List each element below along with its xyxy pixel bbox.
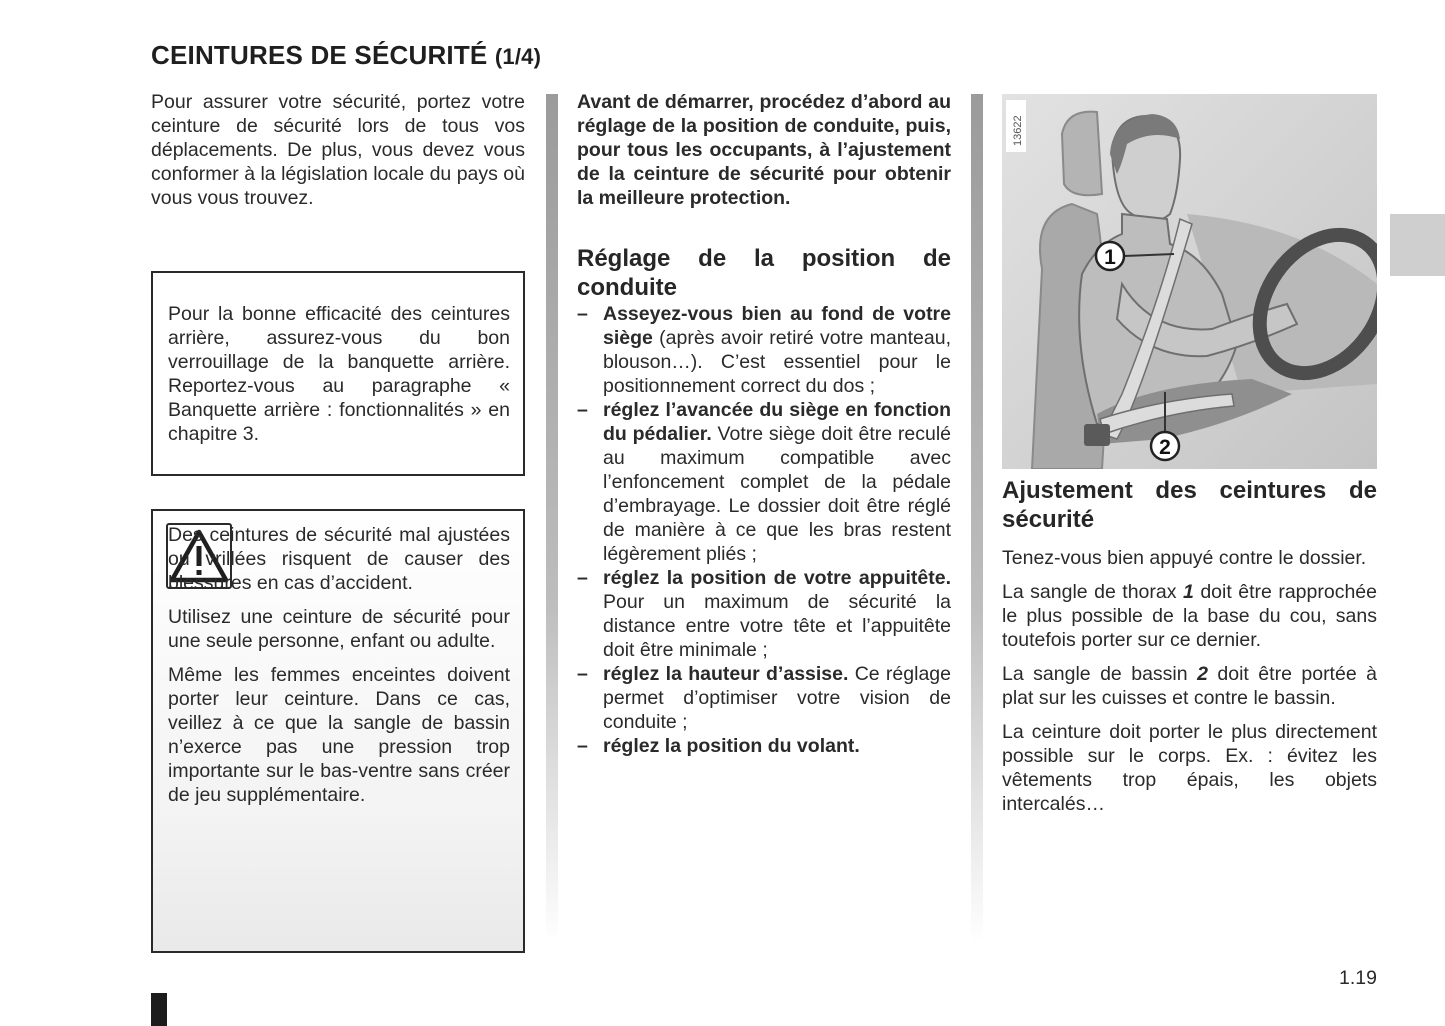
paragraph-1: Tenez-vous bien appuyé contre le dossier. — [1002, 547, 1367, 569]
column-divider-right — [971, 94, 983, 944]
warning-text-1: Des ceintures de sécurité mal ajustées ou vrillées risquent de causer des blessures en cas d’accident. — [168, 524, 510, 594]
seatbelt-illustration — [1002, 94, 1377, 469]
bottom-mark — [151, 993, 167, 1026]
page-number: 1.19 — [1339, 967, 1377, 989]
callout-1: 1 — [1104, 246, 1116, 269]
warning-text-3: Même les femmes enceintes doivent porter leur ceinture. Dans ce cas, veillez à ce que la sangle de bassin n’exerce pas une pression trop importante sur le bas-ventre sans créer de jeu supplémentaire. — [168, 664, 510, 806]
list-item: – réglez la position du volant. — [577, 734, 951, 758]
callout-2: 2 — [1159, 436, 1171, 459]
adjustment-list — [577, 302, 951, 758]
middle-column — [577, 90, 951, 758]
image-number: 13622 — [1012, 115, 1024, 146]
paragraph-2: La sangle de thorax 1 doit être rapprochée le plus possible de la base du cou, sans toutefois porter sur ce dernier. — [1002, 581, 1377, 651]
paragraph-3: La sangle de bassin 2 doit être portée à plat sur les cuisses et contre le bassin. — [1002, 663, 1377, 709]
column-divider-left — [546, 94, 558, 944]
title-sub: (1/4) — [494, 44, 542, 69]
note-box — [151, 271, 525, 476]
list-item: – réglez la position de votre appuitête. Pour un maximum de sécurité la distance entre votre tête et l’appuitête doit être minimale ; — [577, 566, 951, 662]
right-column — [1002, 476, 1377, 816]
list-item: – réglez la hauteur d’assise. Ce réglage permet d’optimiser votre vision de conduite ; — [577, 662, 951, 734]
belt-adjustment-heading: Ajustement des ceintures de sécurité — [1002, 477, 1377, 533]
note-text: Pour la bonne efficacité des ceintures arrière, assurez-vous du bon verrouillage de la banquette arrière. Reportez-vous au paragraphe « Banquette arrière : fonctionnalités » en chapitre 3. — [168, 303, 510, 445]
middle-intro: Avant de démarrer, procédez d’abord au réglage de la position de conduite, puis, pour tous les occupants, à l’ajustement de la ceinture de sécurité pour obtenir la meilleure protection. — [577, 91, 951, 209]
driving-position-heading: Réglage de la position de conduite — [577, 245, 951, 301]
title-main: CEINTURES DE SÉCURITÉ — [151, 40, 488, 70]
page-title — [151, 40, 541, 71]
list-item: – réglez l’avancée du siège en fonction du pédalier. Votre siège doit être reculé au maximum compatible avec l’enfoncement complet de la pédale d’embrayage. Le dossier doit être réglé de manière à ce que les bras restent légèrement pliés ; — [577, 398, 951, 566]
intro-paragraph: Pour assurer votre sécurité, portez votre ceinture de sécurité lors de tous vos déplacements. De plus, vous devez vous conformer à la législation locale du pays où vous vous trouvez. — [151, 91, 525, 209]
paragraph-4: La ceinture doit porter le plus directement possible sur le corps. Ex. : évitez les vêtements trop épais, les objets intercalés… — [1002, 721, 1377, 815]
warning-text-2: Utilisez une ceinture de sécurité pour une seule personne, enfant ou adulte. — [168, 606, 510, 652]
warning-box — [151, 509, 525, 953]
list-item: – Asseyez-vous bien au fond de votre siège (après avoir retiré votre manteau, blouson…). C’est essentiel pour le positionnement correct du dos ; — [577, 302, 951, 398]
chapter-tab — [1390, 214, 1445, 276]
